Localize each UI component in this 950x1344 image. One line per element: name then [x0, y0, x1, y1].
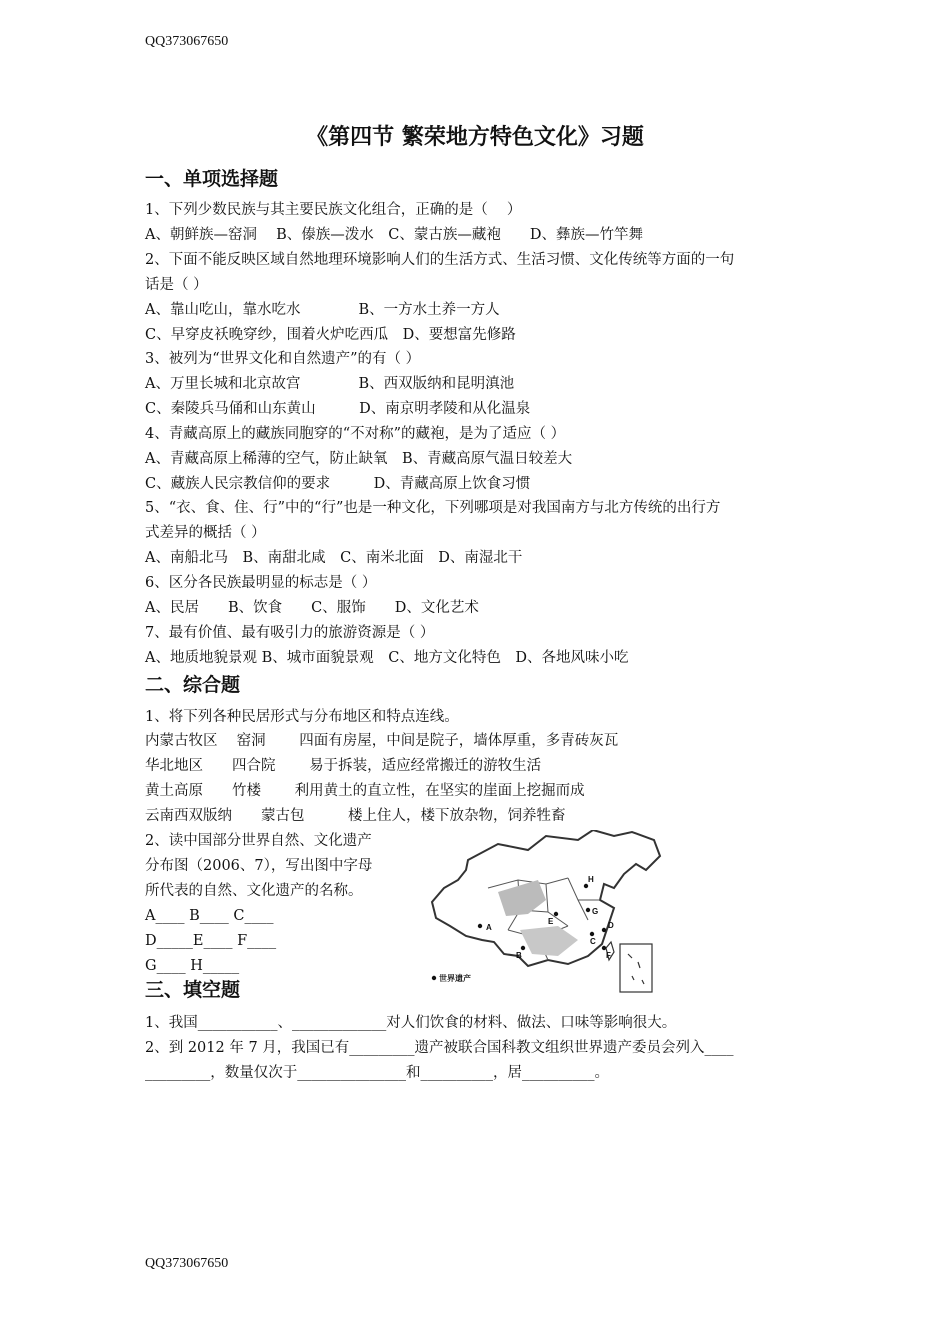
answer-options: A、靠山吃山，靠水吃水 B、一方水土养一方人: [145, 302, 500, 318]
fill-in-line: 1、我国___________、_____________对人们饮食的材料、做法、口味等影响很大。: [145, 1015, 677, 1031]
shaded-region: [498, 880, 546, 916]
header-text: QQ373067650: [145, 34, 229, 49]
fill-in-line: 2、到 2012 年 7 月，我国已有_________遗产被联合国科教文组织世界遗产委员会列入____: [145, 1040, 734, 1056]
marker-a: [478, 924, 482, 928]
question-line: 所代表的自然、文化遗产的名称。: [145, 883, 363, 899]
matching-row: 华北地区 四合院 易于拆装，适应经常搬迁的游牧生活: [145, 758, 542, 774]
marker-c: [590, 932, 594, 936]
question-line: 话是（ ）: [145, 277, 208, 293]
question-line: 2、下面不能反映区域自然地理环境影响人们的生活方式、生活习惯、文化传统等方面的一句: [145, 252, 735, 268]
marker-g: [586, 908, 590, 912]
legend-dot: [432, 976, 436, 980]
marker-label-b: B: [516, 951, 522, 960]
south-sea-inset: [620, 944, 652, 992]
marker-d: [602, 928, 606, 932]
answer-blanks: G____ H_____: [145, 958, 240, 974]
matching-row: 黄土高原 竹楼 利用黄土的直立性，在坚实的崖面上挖掘而成: [145, 783, 585, 799]
answer-blanks: D_____E____ F____: [145, 933, 277, 949]
marker-label-f: F: [606, 951, 611, 960]
answer-options: A、地质地貌景观 B、城市面貌景观 C、地方文化特色 D、各地风味小吃: [145, 650, 629, 666]
marker-label-a: A: [486, 923, 492, 932]
section-heading-choice: 一、单项选择题: [145, 168, 279, 190]
shaded-region: [520, 926, 578, 956]
marker-label-e: E: [548, 917, 554, 926]
marker-b: [521, 946, 525, 950]
question-line: 分布图（2006、7），写出图中字母: [145, 858, 373, 874]
page-title: 《第四节 繁荣地方特色文化》习题: [306, 125, 644, 150]
marker-label-g: G: [592, 907, 599, 916]
question-line: 4、青藏高原上的藏族同胞穿的“不对称”的藏袍，是为了适应（ ）: [145, 426, 566, 442]
answer-options: C、早穿皮袄晚穿纱，围着火炉吃西瓜 D、要想富先修路: [145, 327, 516, 343]
marker-f: [602, 946, 606, 950]
answer-options: A、朝鲜族—窑洞 B、傣族—泼水 C、蒙古族—藏袍 D、彝族—竹竿舞: [145, 227, 643, 243]
answer-options: A、民居 B、饮食 C、服饰 D、文化艺术: [145, 600, 479, 616]
answer-options: C、秦陵兵马俑和山东黄山 D、南京明孝陵和从化温泉: [145, 401, 531, 417]
matching-row: 内蒙古牧区 窑洞 四面有房屋，中间是院子，墙体厚重，多青砖灰瓦: [145, 733, 619, 749]
fill-in-line: _________，数量仅次于_______________和__________，居__________。: [145, 1065, 609, 1081]
answer-options: A、万里长城和北京故宫 B、西双版纳和昆明滇池: [145, 376, 515, 392]
marker-label-c: C: [590, 937, 596, 946]
answer-options: A、南船北马 B、南甜北咸 C、南米北面 D、南湿北干: [145, 550, 523, 566]
section-heading-fill-in: 三、填空题: [145, 979, 241, 1001]
question-line: 1、将下列各种民居形式与分布地区和特点连线。: [145, 709, 459, 725]
question-line: 3、被列为“世界文化和自然遗产”的有（ ）: [145, 351, 421, 367]
question-line: 2、读中国部分世界自然、文化遗产: [145, 833, 372, 849]
question-line: 6、区分各民族最明显的标志是（ ）: [145, 575, 377, 591]
question-line: 5、“衣、食、住、行”中的“行”也是一种文化，下列哪项是对我国南方与北方传统的出行方: [145, 500, 721, 516]
answer-blanks: A____ B____ C____: [145, 908, 274, 924]
marker-label-h: H: [588, 875, 594, 884]
answer-options: C、藏族人民宗教信仰的要求 D、青藏高原上饮食习惯: [145, 476, 531, 492]
marker-e: [554, 912, 558, 916]
marker-label-d: D: [608, 921, 614, 930]
marker-h: [584, 884, 588, 888]
china-heritage-map: [428, 830, 668, 1000]
question-line: 7、最有价值、最有吸引力的旅游资源是（ ）: [145, 625, 435, 641]
question-line: 式差异的概括（ ）: [145, 525, 266, 541]
footer-text: QQ373067650: [145, 1256, 229, 1271]
map-legend: 世界遗产: [439, 974, 471, 983]
answer-options: A、青藏高原上稀薄的空气，防止缺氧 B、青藏高原气温日较差大: [145, 451, 573, 467]
matching-row: 云南西双版纳 蒙古包 楼上住人，楼下放杂物，饲养牲畜: [145, 808, 566, 824]
section-heading-comprehensive: 二、综合题: [145, 674, 241, 696]
question-line: 1、下列少数民族与其主要民族文化组合，正确的是（ ）: [145, 202, 522, 218]
